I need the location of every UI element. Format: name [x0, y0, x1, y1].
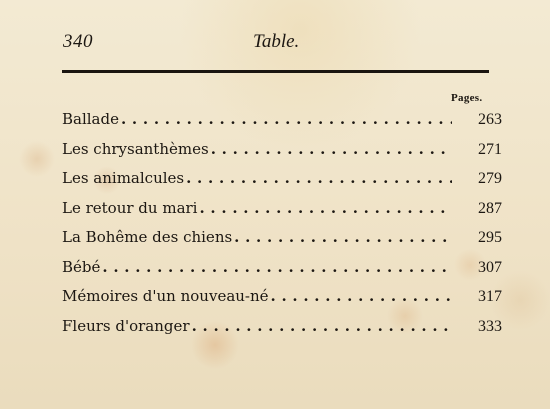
table-of-contents: [62, 110, 502, 346]
toc-entry-page: 263: [478, 111, 502, 128]
toc-entry-title: Fleurs d'oranger: [62, 316, 190, 335]
dot-leader: [234, 228, 452, 246]
page-number: 340: [63, 31, 93, 52]
dot-leader: [186, 169, 452, 187]
toc-entry-page: 317: [478, 288, 502, 305]
toc-entry: [62, 110, 502, 140]
dot-leader: [271, 287, 452, 305]
toc-entry: [62, 317, 502, 347]
toc-entry-page: 295: [478, 229, 502, 246]
toc-entry-title: Mémoires d'un nouveau-né: [62, 287, 269, 305]
dot-leader: [192, 317, 452, 335]
toc-entry-title: Bébé: [62, 257, 101, 276]
toc-entry: [62, 258, 502, 288]
toc-entry-title: Ballade: [62, 110, 119, 128]
pages-column-label: Pages.: [451, 92, 483, 104]
running-title: Table.: [253, 31, 300, 52]
toc-entry-page: 271: [478, 140, 502, 158]
toc-entry-title: La Bohême des chiens: [62, 228, 233, 246]
toc-entry-page: 287: [478, 199, 502, 217]
dot-leader: [199, 199, 452, 217]
dot-leader: [121, 110, 452, 128]
toc-entry: [62, 287, 502, 317]
toc-entry: [62, 169, 502, 199]
toc-entry-page: 333: [478, 317, 502, 335]
toc-entry: [62, 140, 502, 170]
toc-entry: [62, 228, 502, 258]
dot-leader: [102, 258, 452, 276]
toc-entry: [62, 199, 502, 229]
header-rule: [62, 70, 489, 73]
toc-entry-page: 307: [478, 258, 502, 276]
toc-entry-title: Les chrysanthèmes: [62, 139, 209, 158]
toc-entry-title: Les animalcules: [62, 169, 185, 187]
toc-entry-title: Le retour du mari: [62, 198, 198, 217]
toc-entry-page: 279: [478, 170, 502, 187]
dot-leader: [211, 140, 452, 158]
